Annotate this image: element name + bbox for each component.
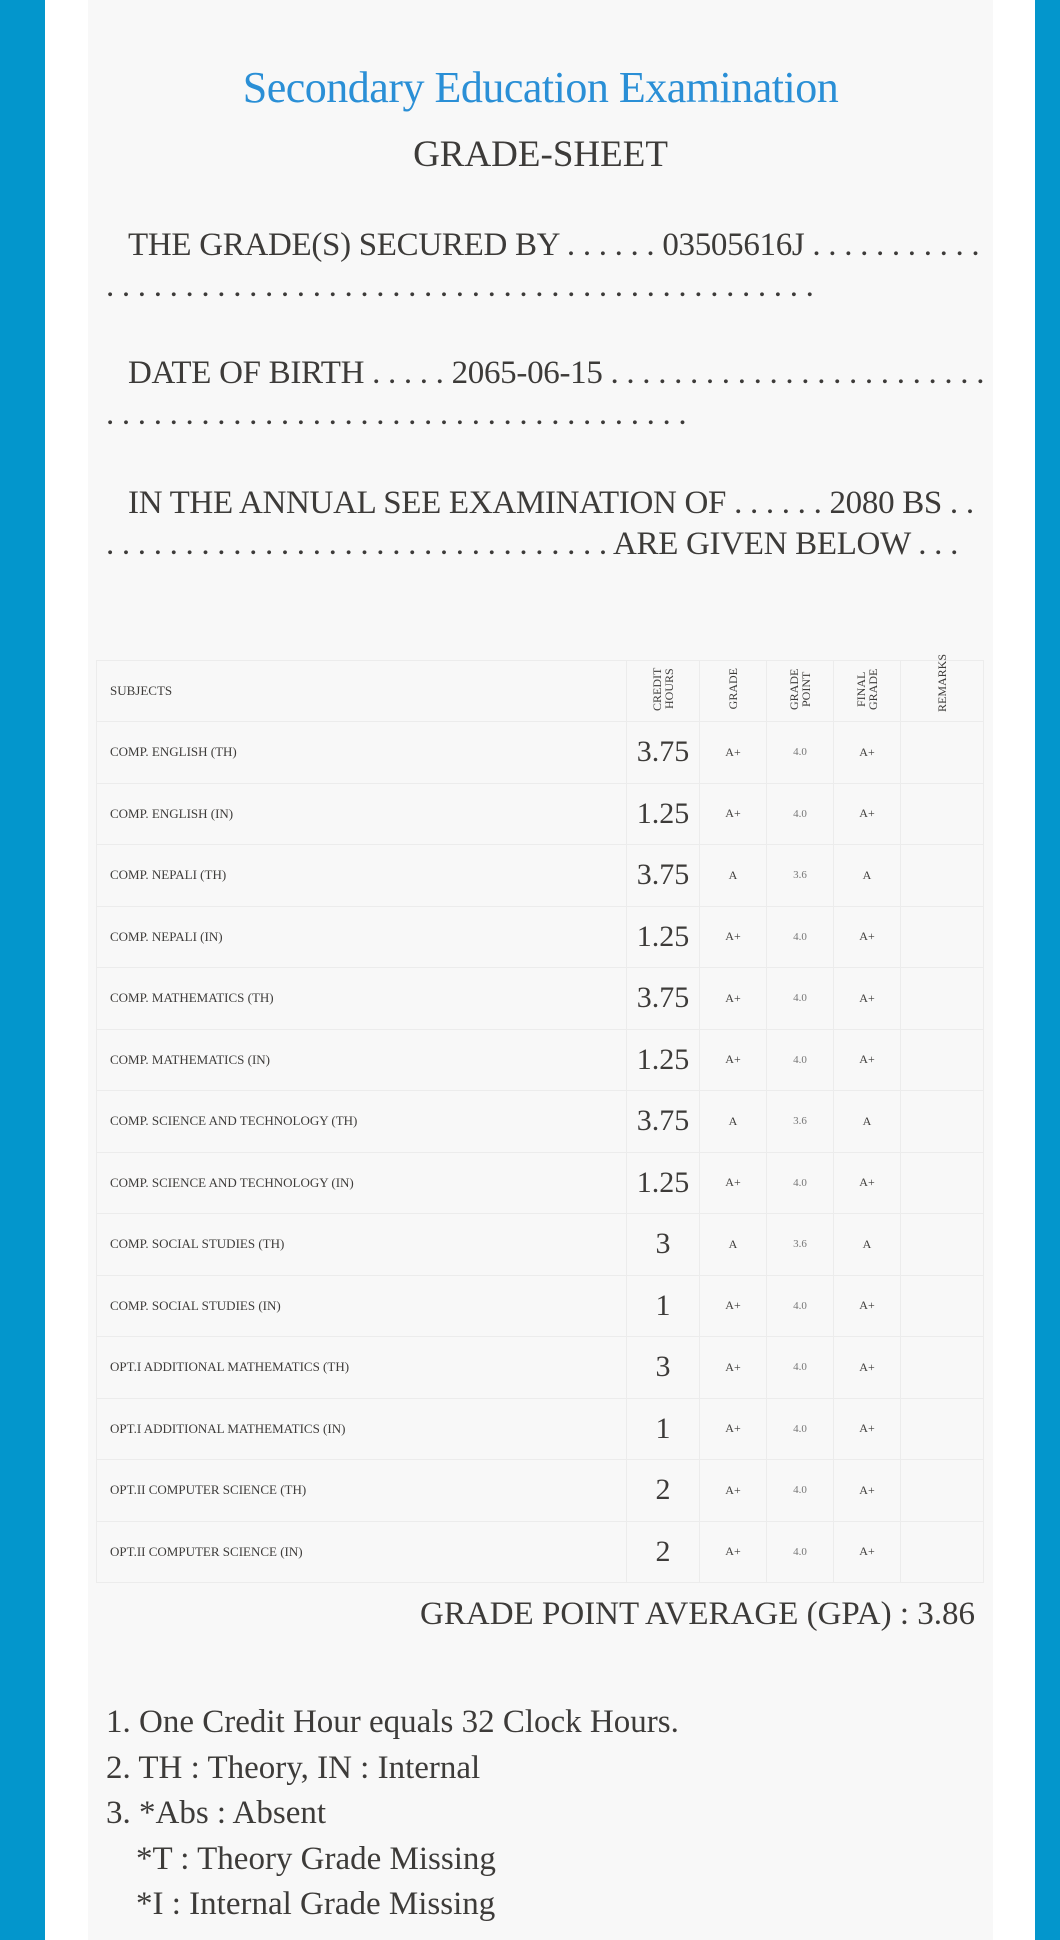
grade-point-cell: 3.6 <box>767 1091 834 1153</box>
col-final-grade: FINAL GRADE <box>854 668 880 710</box>
table-row <box>97 1337 984 1399</box>
grade-point-cell: 4.0 <box>767 1398 834 1460</box>
grade-cell: A+ <box>700 1152 767 1214</box>
credit-hours-cell: 2 <box>627 1521 700 1583</box>
remarks-cell <box>901 1521 984 1583</box>
exam-title: Secondary Education Examination <box>242 63 839 112</box>
table-row <box>97 845 984 907</box>
col-grade: GRADE <box>726 668 740 710</box>
grades-table <box>96 654 984 1583</box>
remarks-cell <box>901 1275 984 1337</box>
subject-cell: COMP. SOCIAL STUDIES (TH) <box>97 1214 627 1276</box>
dob-line: DATE OF BIRTH . . . . . 2065-06-15 . . . . . . . . . . . . . . . . . . . . . . . . . . . . . . . . . . . . . . . . . . . . . . . . . . . . . . . . . . . . . <box>106 355 985 432</box>
credit-hours-cell: 3 <box>627 1337 700 1399</box>
col-credit-hours: CREDIT HOURS <box>650 667 676 711</box>
note: 2. TH : Theory, IN : Internal <box>106 1749 481 1786</box>
final-grade-cell: A+ <box>834 1460 901 1522</box>
grade-point-cell: 4.0 <box>767 1521 834 1583</box>
subject-cell: COMP. MATHEMATICS (TH) <box>97 968 627 1030</box>
subject-cell: COMP. SCIENCE AND TECHNOLOGY (TH) <box>97 1091 627 1153</box>
table-row <box>97 1214 984 1276</box>
table-row <box>97 1521 984 1583</box>
notes <box>106 1700 679 1928</box>
final-grade-cell: A+ <box>834 783 901 845</box>
subject-cell: COMP. ENGLISH (TH) <box>97 722 627 784</box>
table-header <box>97 661 984 722</box>
final-grade-cell: A+ <box>834 906 901 968</box>
subject-cell: OPT.I ADDITIONAL MATHEMATICS (IN) <box>97 1398 627 1460</box>
grade-cell: A+ <box>700 1275 767 1337</box>
table-row <box>97 722 984 784</box>
subject-cell: COMP. MATHEMATICS (IN) <box>97 1029 627 1091</box>
credit-hours-cell: 3.75 <box>627 845 700 907</box>
grade-cell: A+ <box>700 1460 767 1522</box>
grade-point-cell: 4.0 <box>767 1337 834 1399</box>
grade-cell: A+ <box>700 1521 767 1583</box>
grade-point-cell: 4.0 <box>767 1275 834 1337</box>
credit-hours-cell: 1.25 <box>627 1029 700 1091</box>
table-row <box>97 1029 984 1091</box>
final-grade-cell: A+ <box>834 1275 901 1337</box>
remarks-cell <box>901 845 984 907</box>
col-subjects: SUBJECTS <box>97 661 627 722</box>
note: *I : Internal Grade Missing <box>136 1886 496 1922</box>
grade-point-cell: 3.6 <box>767 845 834 907</box>
remarks-cell <box>901 906 984 968</box>
grade-point-cell: 4.0 <box>767 1029 834 1091</box>
grade-sheet-card <box>88 0 993 1940</box>
final-grade-cell: A+ <box>834 968 901 1030</box>
final-grade-cell: A+ <box>834 1337 901 1399</box>
subject-cell: COMP. NEPALI (IN) <box>97 906 627 968</box>
table-row <box>97 968 984 1030</box>
grade-cell: A+ <box>700 1029 767 1091</box>
table-row <box>97 1460 984 1522</box>
subject-cell: COMP. SCIENCE AND TECHNOLOGY (IN) <box>97 1152 627 1214</box>
grade-point-cell: 4.0 <box>767 906 834 968</box>
grade-cell: A+ <box>700 1398 767 1460</box>
table-row <box>97 906 984 968</box>
grade-point-cell: 3.6 <box>767 1214 834 1276</box>
note: 1. One Credit Hour equals 32 Clock Hours. <box>106 1704 679 1740</box>
grade-cell: A <box>700 1091 767 1153</box>
remarks-cell <box>901 1152 984 1214</box>
table-row <box>97 1091 984 1153</box>
grade-sheet-heading: GRADE-SHEET <box>413 134 668 175</box>
note: 3. *Abs : Absent <box>106 1795 327 1831</box>
remarks-cell <box>901 1091 984 1153</box>
grade-cell: A+ <box>700 906 767 968</box>
grade-point-cell: 4.0 <box>767 722 834 784</box>
final-grade-cell: A <box>834 1214 901 1276</box>
remarks-cell <box>901 1398 984 1460</box>
secured-by-line: THE GRADE(S) SECURED BY . . . . . . 03505616J . . . . . . . . . . . . . . . . . . . . . . . . . . . . . . . . . . . . . . . . . . . . . . . . . . . . . . . . <box>106 227 980 304</box>
credit-hours-cell: 1.25 <box>627 1152 700 1214</box>
note: *T : Theory Grade Missing <box>136 1840 496 1877</box>
final-grade-cell: A+ <box>834 1029 901 1091</box>
gpa-value: GRADE POINT AVERAGE (GPA) : 3.86 <box>420 1596 975 1632</box>
grade-point-cell: 4.0 <box>767 1152 834 1214</box>
table-row <box>97 1275 984 1337</box>
subject-cell: OPT.I ADDITIONAL MATHEMATICS (TH) <box>97 1337 627 1399</box>
remarks-cell <box>901 968 984 1030</box>
subject-cell: OPT.II COMPUTER SCIENCE (TH) <box>97 1460 627 1522</box>
final-grade-cell: A+ <box>834 1521 901 1583</box>
exam-line: IN THE ANNUAL SEE EXAMINATION OF . . . . . . 2080 BS . . . . . . . . . . . . . . . . . . . . . . . . . . . . . . . . . . ARE GIVEN BELOW . . . <box>106 485 974 562</box>
final-grade-cell: A+ <box>834 722 901 784</box>
subject-cell: OPT.II COMPUTER SCIENCE (IN) <box>97 1521 627 1583</box>
subject-cell: COMP. NEPALI (TH) <box>97 845 627 907</box>
grade-cell: A+ <box>700 1337 767 1399</box>
grade-cell: A+ <box>700 722 767 784</box>
credit-hours-cell: 3 <box>627 1214 700 1276</box>
credit-hours-cell: 3.75 <box>627 1091 700 1153</box>
grade-cell: A+ <box>700 968 767 1030</box>
final-grade-cell: A <box>834 1091 901 1153</box>
final-grade-cell: A+ <box>834 1152 901 1214</box>
col-grade-point: GRADE POINT <box>787 668 813 710</box>
credit-hours-cell: 1 <box>627 1275 700 1337</box>
credit-hours-cell: 1 <box>627 1398 700 1460</box>
remarks-cell <box>901 1337 984 1399</box>
grade-cell: A <box>700 1214 767 1276</box>
grade-cell: A <box>700 845 767 907</box>
remarks-cell <box>901 1460 984 1522</box>
remarks-cell <box>901 1214 984 1276</box>
grade-cell: A+ <box>700 783 767 845</box>
grade-point-cell: 4.0 <box>767 783 834 845</box>
final-grade-cell: A <box>834 845 901 907</box>
credit-hours-cell: 1.25 <box>627 783 700 845</box>
grade-point-cell: 4.0 <box>767 968 834 1030</box>
remarks-cell <box>901 1029 984 1091</box>
table-row <box>97 783 984 845</box>
subject-cell: COMP. ENGLISH (IN) <box>97 783 627 845</box>
credit-hours-cell: 3.75 <box>627 722 700 784</box>
col-remarks: REMARKS <box>935 654 949 713</box>
subject-cell: COMP. SOCIAL STUDIES (IN) <box>97 1275 627 1337</box>
table-row <box>97 1152 984 1214</box>
grade-point-cell: 4.0 <box>767 1460 834 1522</box>
credit-hours-cell: 1.25 <box>627 906 700 968</box>
table-row <box>97 1398 984 1460</box>
remarks-cell <box>901 783 984 845</box>
remarks-cell <box>901 722 984 784</box>
final-grade-cell: A+ <box>834 1398 901 1460</box>
credit-hours-cell: 3.75 <box>627 968 700 1030</box>
credit-hours-cell: 2 <box>627 1460 700 1522</box>
